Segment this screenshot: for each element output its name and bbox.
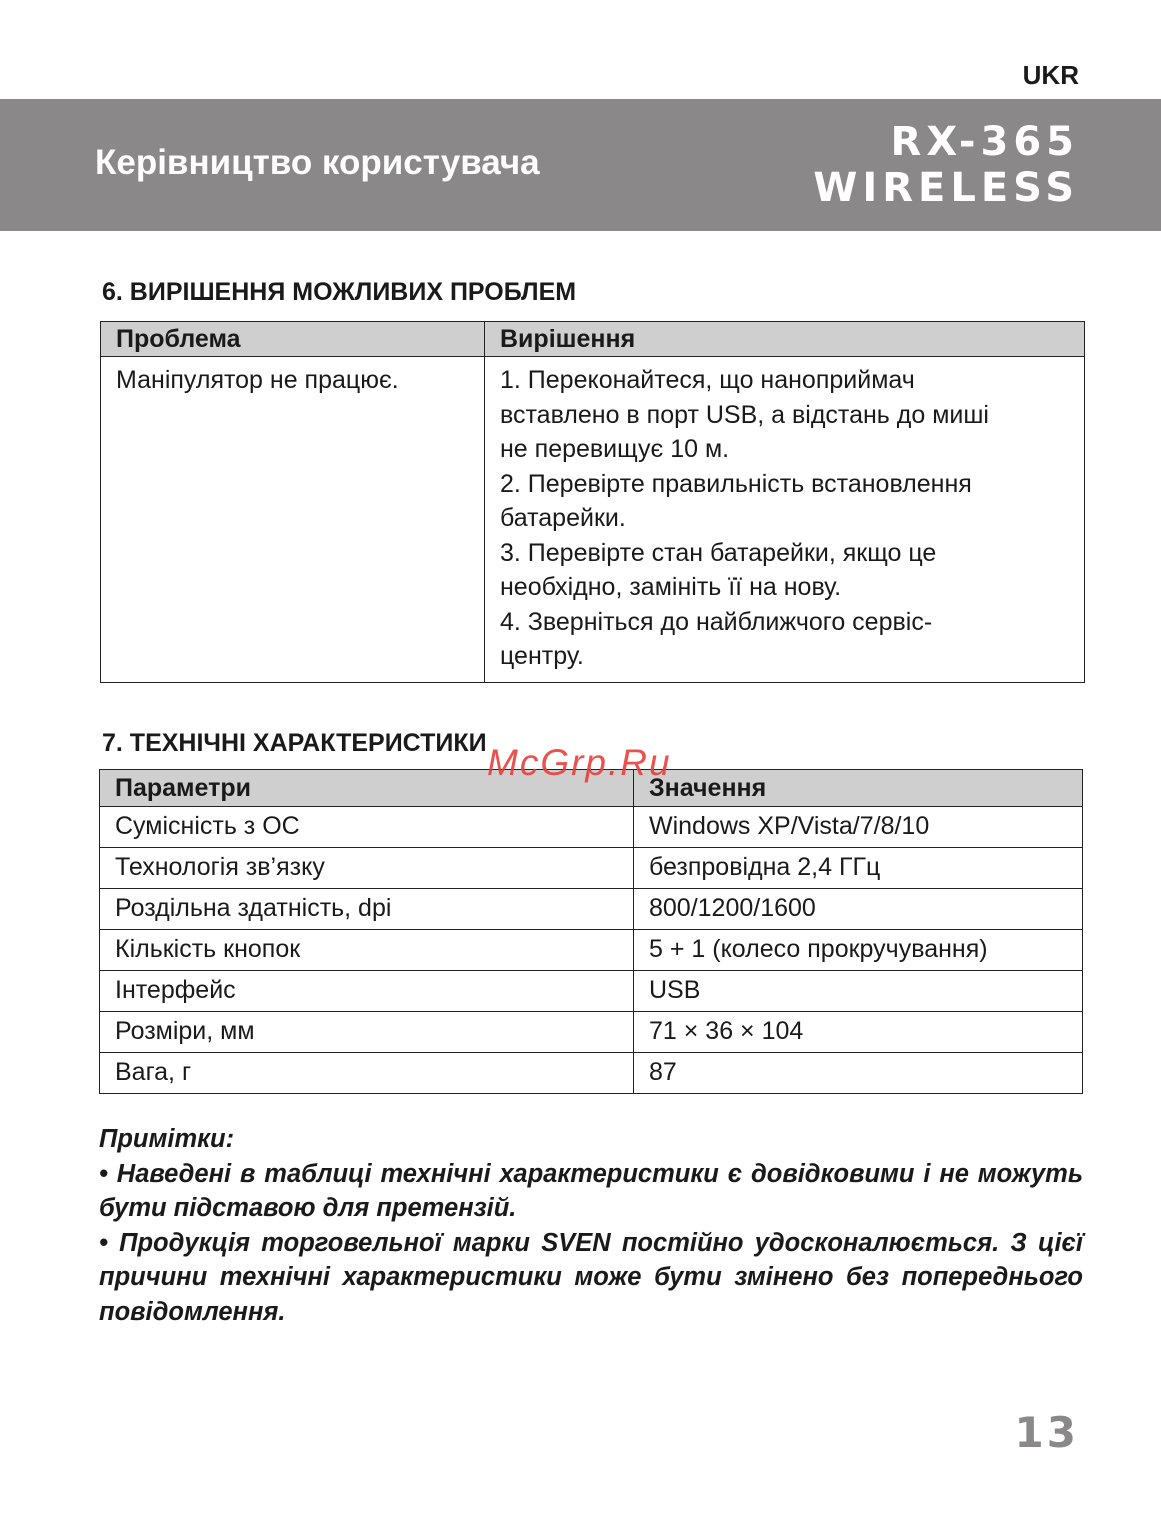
value-cell: 87	[634, 1053, 1083, 1094]
solution-line: 2. Перевірте правильність встановлення	[500, 469, 972, 498]
section-6-title: 6. ВИРІШЕННЯ МОЖЛИВИХ ПРОБЛЕМ	[102, 278, 577, 306]
manual-title: Керівництво користувача	[95, 143, 540, 182]
table-row	[101, 357, 1085, 683]
param-cell: Кількість кнопок	[100, 930, 634, 971]
table-row	[100, 930, 1083, 971]
model-line-2: WIRELESS	[813, 165, 1079, 211]
language-label: UKR	[1022, 60, 1079, 90]
note-item: • Продукція торговельної марки SVEN постійно удосконалюється. З цієї причини технічні характеристики може бути змінено без попереднього повідомлення.	[99, 1228, 1083, 1326]
table-row	[100, 1012, 1083, 1053]
table-row	[100, 1053, 1083, 1094]
watermark: McGrp.Ru	[487, 742, 672, 783]
notes-title: Примітки:	[99, 1125, 235, 1153]
solution-line: не перевищує 10 м.	[500, 435, 730, 463]
table-row	[100, 848, 1083, 889]
param-cell: Роздільна здатність, dpi	[100, 889, 634, 930]
solution-line: необхідно, замініть її на нову.	[500, 573, 842, 601]
note-item: • Наведені в таблиці технічні характеристики є довідковими і не можуть бути підставою для претензій.	[99, 1159, 1083, 1222]
solution-line: 1. Переконайтеся, що наноприймач	[500, 366, 915, 394]
solution-line: батарейки.	[500, 504, 626, 532]
param-cell: Розміри, мм	[100, 1012, 634, 1053]
param-cell: Інтерфейс	[100, 971, 634, 1012]
value-cell: 800/1200/1600	[634, 889, 1083, 930]
column-header-solution: Вирішення	[485, 322, 1085, 357]
value-cell: Windows XP/Vista/7/8/10	[634, 807, 1083, 848]
table-header-row	[101, 322, 1085, 357]
solution-line: вставлено в порт USB, а відстань до миші	[500, 400, 989, 429]
column-header-parameters: Параметри	[100, 770, 634, 807]
column-header-values: Значення	[634, 770, 1083, 807]
specifications-table	[99, 769, 1083, 1094]
solution-line: 3. Перевірте стан батарейки, якщо це	[500, 538, 937, 567]
param-cell: Технологія зв’язку	[100, 848, 634, 889]
column-header-problem: Проблема	[101, 322, 485, 357]
param-cell: Вага, г	[100, 1053, 634, 1094]
solution-cell	[485, 357, 1085, 683]
table-row	[100, 971, 1083, 1012]
troubleshooting-table	[100, 321, 1085, 683]
problem-cell: Маніпулятор не працює.	[101, 357, 485, 683]
table-row	[100, 889, 1083, 930]
value-cell: 71 × 36 × 104	[634, 1012, 1083, 1053]
model-name	[813, 119, 1079, 211]
page-number: 13	[1014, 1408, 1079, 1457]
value-cell: безпровідна 2,4 ГГц	[634, 848, 1083, 889]
solution-line: центру.	[500, 642, 584, 670]
notes-block	[99, 1122, 1083, 1329]
section-7-title: 7. ТЕХНІЧНІ ХАРАКТЕРИСТИКИ	[102, 729, 487, 757]
value-cell: 5 + 1 (колесо прокручування)	[634, 930, 1083, 971]
value-cell: USB	[634, 971, 1083, 1012]
solution-line: 4. Зверніться до найближчого сервіс-	[500, 607, 933, 636]
header-band	[0, 99, 1161, 231]
table-row	[100, 807, 1083, 848]
model-line-1: RX-365	[890, 119, 1079, 165]
param-cell: Сумісність з ОС	[100, 807, 634, 848]
